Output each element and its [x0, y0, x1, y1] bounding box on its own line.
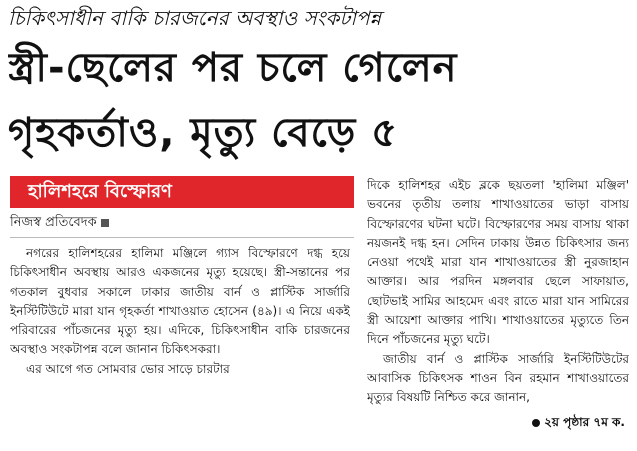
byline [10, 213, 350, 233]
article-paragraph: নগরের হালিশহরের হালিমা মঞ্জিলে গ্যাস বিস্ফোরণে দগ্ধ হয়ে চিকিৎসাধীন অবস্থায় আরও একজনের মৃত্যু হয়েছে। স্ত্রী-সন্তানের পর গতকাল বুধবার সকালে ঢাকার জাতীয় বার্ন ও প্লাস্টিক সার্জারি ইনস্টিটিউটে মারা যান গৃহকর্তা শাখাওয়াত হোসেন (৪৯)। এ নিয়ে একই পরিবারের পাঁচজনের মৃত্যু হয়। এদিকে, চিকিৎসাধীন বাকি চারজনের অবস্থাও সংকটাপন্ন বলে জানান চিকিৎসকরা। [10, 246, 350, 357]
article-paragraph: জাতীয় বার্ন ও প্লাস্টিক সার্জারি ইনস্টিটিউটের আবাসিক চিকিৎসক শাওন বিন রহমান শাখাওয়াতের মৃত্যুর বিষয়টি নিশ্চিত করে জানান, [367, 351, 629, 405]
headline-line-2: গৃহকর্তাও, মৃত্যু বেড়ে ৫ [8, 110, 399, 156]
continuation-note [532, 412, 625, 432]
article-column-left [10, 244, 350, 449]
byline-divider [10, 237, 354, 238]
continuation-text: ২য় পৃষ্ঠার ৭ম ক. [544, 415, 625, 429]
kicker-line: চিকিৎসাধীন বাকি চারজনের অবস্থাও সংকটাপন্ন [8, 6, 382, 30]
bullet-icon [532, 419, 540, 427]
article-paragraph: দিকে হালিশহর এইচ ব্লকে ছয়তলা 'হালিমা মঞ্জিল' ভবনের তৃতীয় তলায় শাখাওয়াতের ভাড়া বাসায় বিস্ফোরণের ঘটনা ঘটে। বিস্ফোরণের সময় বাসায় থাকা নয়জনই দগ্ধ হন। সেদিন ঢাকায় উন্নত চিকিৎসার জন্য নেওয়া পথেই মারা যান শাখাওয়াতের স্ত্রী নুরজাহান আক্তার। আর পরদিন মঙ্গলবার ছেলে সাফায়াত, ছোটভাই সামির আহমেদ এবং রাতে মারা যান সামিরের স্ত্রী আয়েশা আক্তার পাখি। শাখাওয়াতের মৃত্যুতে তিন দিনে পাঁচজনের মৃত্যু ঘটে। [367, 178, 629, 347]
byline-text: নিজস্ব প্রতিবেদক [10, 215, 97, 230]
article-column-right [367, 176, 629, 410]
section-tag: হালিশহরে বিস্ফোরণ [10, 176, 354, 208]
article-paragraph: এর আগে গত সোমবার ভোর সাড়ে চারটার [26, 361, 230, 376]
headline-line-1: স্ত্রী-ছেলের পর চলে গেলেন [8, 45, 458, 91]
byline-square-icon [101, 219, 109, 227]
